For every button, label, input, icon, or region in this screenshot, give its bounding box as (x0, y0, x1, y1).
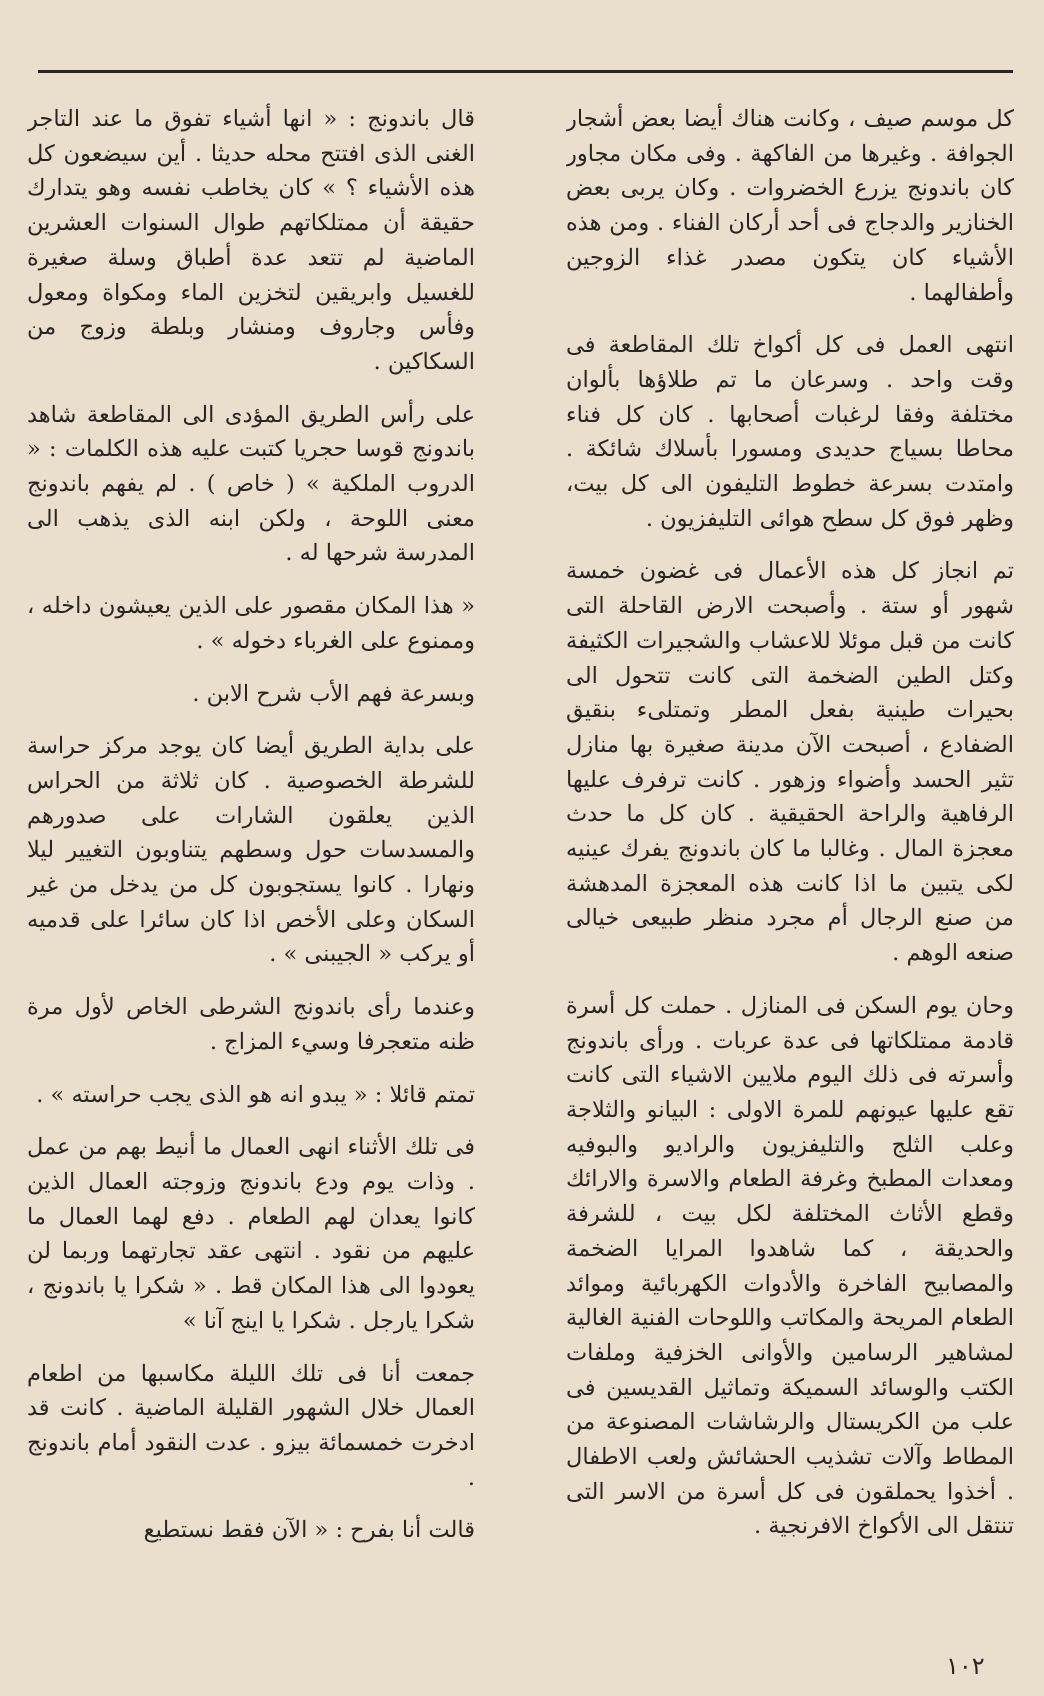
paragraph: تم انجاز كل هذه الأعمال فى غضون خمسة شهور أو ستة . وأصبحت الارض القاحلة التى كانت من قبل موئلا للاعشاب والشجيرات الكثيفة وكتل الطين الضخمة التى كانت تتحول الى بحيرات طينية بفعل المطر وتمتلىء بنقيق الضفادع ، أصبحت الآن مدينة صغيرة بها منازل تثير الحسد وأضواء وزهور . كانت ترفرف عليها الرفاهية والراحة الحقيقية . كان كل ما حدث معجزة المال . وغالبا ما كان باندونج يفرك عينيه لكى يتبين ما اذا كانت هذه المعجزة المدهشة من صنع الرجال أم مجرد منظر طبيعى خيالى صنعه الوهم . (566, 558, 1014, 967)
paragraph: فى تلك الأثناء انهى العمال ما أنيط بهم من عمل . وذات يوم ودع باندونج وزوجته العمال الذين كانوا يعدان لهم الطعام . دفع لهما العمال ما عليهم من نقود . انتهى عقد تجارتهما وربما لن يعودوا الى هذا المكان قط . « شكرا يا باندونج ، شكرا يارجل . شكرا يا اينج آنا » (27, 1134, 475, 1334)
top-rule (38, 70, 1013, 73)
paragraph: « هذا المكان مقصور على الذين يعيشون داخله ، وممنوع على الغرباء دخوله » . (27, 593, 475, 654)
right-column (566, 102, 1014, 1622)
paragraph: وبسرعة فهم الأب شرح الابن . (192, 680, 475, 707)
paragraph: قالت أنا بفرح : « الآن فقط نستطيع (143, 1517, 475, 1544)
paragraph: على بداية الطريق أيضا كان يوجد مركز حراسة للشرطة الخصوصية . كان ثلاثة من الحراس الذين يعلقون الشارات على صدورهم والمسدسات حول وسطهم يتناوبون التغيير ليلا ونهارا . كانوا يستجوبون كل من يدخل من غير السكان وعلى الأخص اذا كان سائرا على قدميه أو يركب « الجيبنى » . (27, 733, 475, 968)
paragraph: تمتم قائلا : « يبدو انه هو الذى يجب حراسته » . (36, 1081, 475, 1108)
paragraph: جمعت أنا فى تلك الليلة مكاسبها من اطعام العمال خلال الشهور القليلة الماضية . كانت قد ادخرت خمسمائة بيزو . عدت النقود أمام باندونج . (27, 1360, 475, 1491)
page-number: ١٠٢ (946, 1652, 985, 1680)
paragraph: وعندما رأى باندونج الشرطى الخاص لأول مرة ظنه متعجرفا وسيء المزاج . (27, 994, 475, 1055)
paragraph: وحان يوم السكن فى المنازل . حملت كل أسرة قادمة ممتلكاتها فى عدة عربات . ورأى باندونج وأسرته فى ذلك اليوم ملايين الاشياء التى كانت تقع عليها عيونهم للمرة الاولى : البيانو والثلاجة وعلب الثلج والتليفزيون والراديو والبوفيه ومعدات المطبخ وغرفة الطعام والاسرة والارائك وقطع الأثاث المختلفة لكل بيت ، للشرفة والحديقة ، كما شاهدوا المرايا الضخمة والمصابيح الفاخرة والأدوات الكهربائية وموائد الطعام المريحة والمكاتب واللوحات الفنية الغالية لمشاهير الرسامين والأوانى الخزفية وملفات الكتب والوسائد السميكة وتماثيل القديسين فى علب من الكريستال والرشاشات المصنوعة من المطاط وآلات تشذيب الحشائش ولعب الاطفال . أخذوا يحملقون فى كل أسرة من الاسر التى تنتقل الى الأكواخ الافرنجية . (566, 992, 1014, 1540)
left-column (27, 102, 475, 1622)
paragraph: على رأس الطريق المؤدى الى المقاطعة شاهد باندونج قوسا حجريا كتبت عليه هذه الكلمات : « الدروب الملكية » ( خاص ) . لم يفهم باندونج معنى اللوحة ، ولكن ابنه الذى يذهب الى المدرسة شرحها له . (27, 401, 475, 567)
paragraph: انتهى العمل فى كل أكواخ تلك المقاطعة فى وقت واحد . وسرعان ما تم طلاؤها بألوان مختلفة وفقا لرغبات أصحابها . كان كل فناء محاطا بسياج حديدى ومسورا بأسلاك شائكة . وامتدت بسرعة خطوط التليفون الى كل بيت، وظهر فوق كل سطح هوائى التليفزيون . (566, 332, 1014, 532)
paragraph: قال باندونج : « انها أشياء تفوق ما عند التاجر الغنى الذى افتتح محله حديثا . أين سيضعون كل هذه الأشياء ؟ » كان يخاطب نفسه وهو يتدارك حقيقة أن ممتلكاتهم طوال السنوات العشرين الماضية لم تتعد عدة أطباق وسلة صغيرة للغسيل وابريقين لتخزين الماء ومكواة ومعول وفأس وجاروف ومنشار وبلطة وزوج من السكاكين . (27, 106, 475, 375)
paragraph: كل موسم صيف ، وكانت هناك أيضا بعض أشجار الجوافة . وغيرها من الفاكهة . وفى مكان مجاور كان باندونج يزرع الخضروات . وكان يربى بعض الخنازير والدجاج فى أحد أركان الفناء . ومن هذه الأشياء كان يتكون مصدر غذاء الزوجين وأطفالهما . (566, 106, 1014, 306)
